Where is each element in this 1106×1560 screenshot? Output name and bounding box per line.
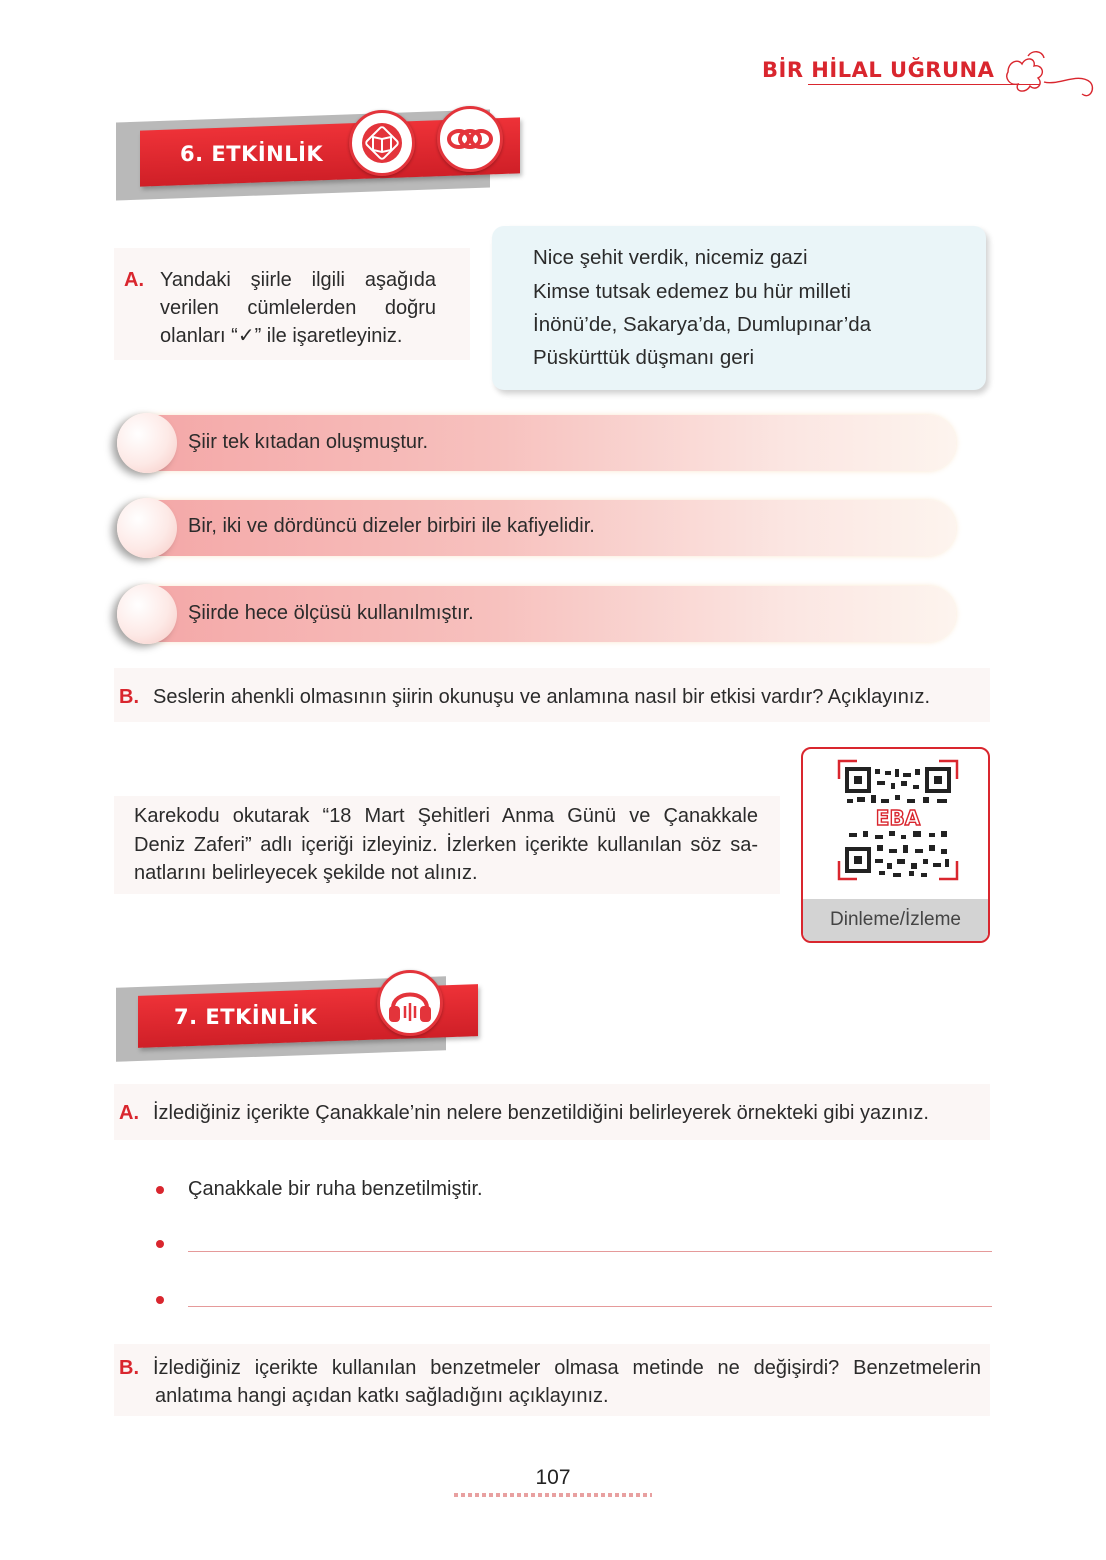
bullet-1 [156,1186,164,1194]
activity6-label: 6. ETKİNLİK [180,142,324,166]
puzzle-icon [998,42,1098,102]
activity6-partA-line-2: verilen cümlelerden doğru [160,297,436,319]
statement-checkbox-3[interactable] [117,584,177,644]
answer-line-1[interactable] [188,1251,992,1252]
page-number: 107 [535,1466,571,1489]
headphones-icon [377,970,443,1036]
qr-caption: Dinleme/İzleme [803,899,988,941]
poem-line-3: İnönü’de, Sakarya’da, Dumlupınar’da [533,313,872,336]
bullet-3 [156,1296,164,1304]
answer-line-2[interactable] [188,1306,992,1307]
qr-code-box[interactable] [801,747,990,943]
qr-instruction-line-3: natlarını belirleyecek şekilde not alınız. [134,862,478,884]
chain-icon [437,106,503,172]
activity6-partA-line-1: Yandaki şiirle ilgili aşağıda [160,269,436,291]
eba-logo: EBA [875,806,921,830]
poem-line-4: Püskürttük düşmanı geri [533,346,755,369]
statement-text-1: Şiir tek kıtadan oluşmuştur. [188,431,429,453]
statement-text-2: Bir, iki ve dördüncü dizeler birbiri ile kafiyelidir. [188,515,595,537]
qr-code-icon [837,759,959,881]
activity7-partA-text: İzlediğiniz içerikte Çanakkale’nin nelere benzetildiğini belirleyerek örnekteki gibi yazınız. [153,1102,929,1124]
statement-checkbox-1[interactable] [117,413,177,473]
qr-instruction-line-2: Deniz Zaferi” adlı içeriği izleyiniz. İzlerken içerikte kullanılan söz sa- [134,834,758,856]
page-number-decoration [454,1493,652,1497]
statement-checkbox-2[interactable] [117,498,177,558]
activity7-label: 7. ETKİNLİK [174,1005,318,1029]
activity6-partA-line-3: olanları “✓” ile işaretleyiniz. [160,325,403,347]
activity6-partB-text: Seslerin ahenkli olmasının şiirin okunuşu ve anlamına nasıl bir etkisi vardır? Açıklayınız. [153,686,931,708]
poem-line-2: Kimse tutsak edemez bu hür milleti [533,280,851,303]
activity7-partB-letter: B. [119,1357,139,1379]
statement-text-3: Şiirde hece ölçüsü kullanılmıştır. [188,602,474,624]
activity7-partA-letter: A. [119,1102,139,1124]
activity7-partB-line-2: anlatıma hangi açıdan katkı sağladığını açıklayınız. [155,1385,609,1407]
activity7-partB-line-1: İzlediğiniz içerikte kullanılan benzetmeler olmasa metinde ne değişirdi? Benzetmelerin [153,1357,981,1379]
example-answer: Çanakkale bir ruha benzetilmiştir. [188,1178,483,1200]
book-icon [349,110,415,176]
activity6-partA-letter: A. [124,269,144,291]
qr-instruction-line-1: Karekodu okutarak “18 Mart Şehitleri Anma Günü ve Çanakkale [134,805,758,827]
activity6-partB-letter: B. [119,686,139,708]
bullet-2 [156,1240,164,1248]
header-title: BİR HİLAL UĞRUNA [762,58,995,82]
poem-line-1: Nice şehit verdik, nicemiz gazi [533,246,808,269]
